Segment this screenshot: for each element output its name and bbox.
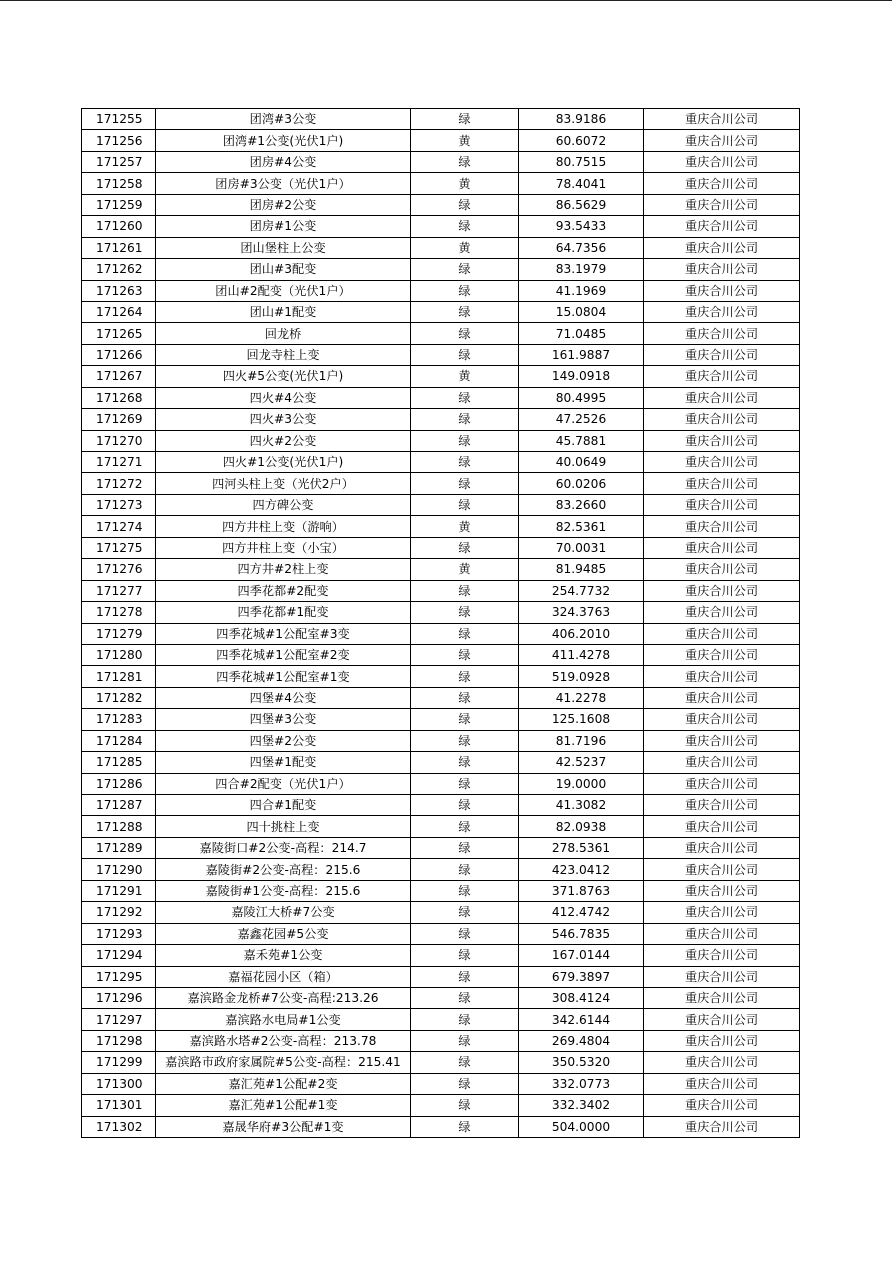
status-cell: 绿 — [411, 945, 519, 966]
table-row — [82, 344, 800, 365]
status-cell: 绿 — [411, 709, 519, 730]
table-row — [82, 966, 800, 987]
row-id-cell: 171282 — [82, 687, 156, 708]
table-row — [82, 366, 800, 387]
company-cell: 重庆合川公司 — [644, 194, 800, 215]
status-cell: 黄 — [411, 559, 519, 580]
company-cell: 重庆合川公司 — [644, 902, 800, 923]
value-cell: 70.0031 — [519, 537, 644, 558]
row-id-cell: 171262 — [82, 259, 156, 280]
value-cell: 308.4124 — [519, 987, 644, 1008]
value-cell: 519.0928 — [519, 666, 644, 687]
status-cell: 绿 — [411, 859, 519, 880]
value-cell: 254.7732 — [519, 580, 644, 601]
status-cell: 绿 — [411, 816, 519, 837]
table-row — [82, 430, 800, 451]
value-cell: 278.5361 — [519, 837, 644, 858]
company-cell: 重庆合川公司 — [644, 173, 800, 194]
row-id-cell: 171274 — [82, 516, 156, 537]
transformer-name-cell: 四方井#2柱上变 — [156, 559, 411, 580]
table-row — [82, 130, 800, 151]
company-cell: 重庆合川公司 — [644, 859, 800, 880]
transformer-name-cell: 团房#4公变 — [156, 151, 411, 172]
value-cell: 41.3082 — [519, 795, 644, 816]
row-id-cell: 171279 — [82, 623, 156, 644]
company-cell: 重庆合川公司 — [644, 537, 800, 558]
transformer-name-cell: 四火#1公变(光伏1户) — [156, 452, 411, 473]
transformer-name-cell: 四季花都#1配变 — [156, 602, 411, 623]
value-cell: 86.5629 — [519, 194, 644, 215]
status-cell: 绿 — [411, 280, 519, 301]
status-cell: 绿 — [411, 880, 519, 901]
transformer-name-cell: 团山#3配变 — [156, 259, 411, 280]
table-row — [82, 173, 800, 194]
table-row — [82, 1030, 800, 1051]
value-cell: 81.7196 — [519, 730, 644, 751]
row-id-cell: 171291 — [82, 880, 156, 901]
row-id-cell: 171278 — [82, 602, 156, 623]
row-id-cell: 171269 — [82, 409, 156, 430]
row-id-cell: 171296 — [82, 987, 156, 1008]
transformer-name-cell: 嘉陵街口#2公变-高程：214.7 — [156, 837, 411, 858]
table-row — [82, 494, 800, 515]
value-cell: 332.3402 — [519, 1095, 644, 1116]
value-cell: 45.7881 — [519, 430, 644, 451]
value-cell: 161.9887 — [519, 344, 644, 365]
status-cell: 绿 — [411, 1095, 519, 1116]
value-cell: 504.0000 — [519, 1116, 644, 1137]
transformer-name-cell: 回龙桥 — [156, 323, 411, 344]
row-id-cell: 171255 — [82, 109, 156, 130]
row-id-cell: 171265 — [82, 323, 156, 344]
company-cell: 重庆合川公司 — [644, 344, 800, 365]
company-cell: 重庆合川公司 — [644, 837, 800, 858]
table-row — [82, 1073, 800, 1094]
status-cell: 黄 — [411, 366, 519, 387]
transformer-name-cell: 团房#3公变（光伏1户） — [156, 173, 411, 194]
company-cell: 重庆合川公司 — [644, 709, 800, 730]
value-cell: 60.6072 — [519, 130, 644, 151]
company-cell: 重庆合川公司 — [644, 387, 800, 408]
company-cell: 重庆合川公司 — [644, 773, 800, 794]
value-cell: 167.0144 — [519, 945, 644, 966]
status-cell: 绿 — [411, 580, 519, 601]
table-row — [82, 923, 800, 944]
table-row — [82, 602, 800, 623]
status-cell: 绿 — [411, 602, 519, 623]
table-row — [82, 109, 800, 130]
transformer-name-cell: 四堡#4公变 — [156, 687, 411, 708]
value-cell: 406.2010 — [519, 623, 644, 644]
transformer-name-cell: 嘉滨路金龙桥#7公变-高程:213.26 — [156, 987, 411, 1008]
status-cell: 绿 — [411, 473, 519, 494]
company-cell: 重庆合川公司 — [644, 323, 800, 344]
status-cell: 黄 — [411, 173, 519, 194]
transformer-name-cell: 嘉禾苑#1公变 — [156, 945, 411, 966]
value-cell: 546.7835 — [519, 923, 644, 944]
row-id-cell: 171298 — [82, 1030, 156, 1051]
transformer-name-cell: 嘉滨路市政府家属院#5公变-高程：215.41 — [156, 1052, 411, 1073]
company-cell: 重庆合川公司 — [644, 259, 800, 280]
company-cell: 重庆合川公司 — [644, 130, 800, 151]
value-cell: 78.4041 — [519, 173, 644, 194]
company-cell: 重庆合川公司 — [644, 1116, 800, 1137]
value-cell: 332.0773 — [519, 1073, 644, 1094]
status-cell: 绿 — [411, 623, 519, 644]
row-id-cell: 171289 — [82, 837, 156, 858]
transformer-name-cell: 团湾#3公变 — [156, 109, 411, 130]
status-cell: 绿 — [411, 151, 519, 172]
table-row — [82, 537, 800, 558]
company-cell: 重庆合川公司 — [644, 687, 800, 708]
table-row — [82, 859, 800, 880]
table-row — [82, 945, 800, 966]
transformer-name-cell: 四堡#2公变 — [156, 730, 411, 751]
row-id-cell: 171264 — [82, 301, 156, 322]
table-row — [82, 1052, 800, 1073]
value-cell: 15.0804 — [519, 301, 644, 322]
table-row — [82, 709, 800, 730]
transformer-name-cell: 四方碑公变 — [156, 494, 411, 515]
row-id-cell: 171275 — [82, 537, 156, 558]
transformer-name-cell: 嘉陵江大桥#7公变 — [156, 902, 411, 923]
status-cell: 绿 — [411, 1009, 519, 1030]
value-cell: 42.5237 — [519, 752, 644, 773]
transformer-name-cell: 团山堡柱上公变 — [156, 237, 411, 258]
status-cell: 绿 — [411, 259, 519, 280]
transformer-name-cell: 四季花城#1公配室#3变 — [156, 623, 411, 644]
transformer-name-cell: 嘉陵街#2公变-高程：215.6 — [156, 859, 411, 880]
company-cell: 重庆合川公司 — [644, 666, 800, 687]
company-cell: 重庆合川公司 — [644, 1009, 800, 1030]
company-cell: 重庆合川公司 — [644, 559, 800, 580]
transformer-name-cell: 嘉滨路水电局#1公变 — [156, 1009, 411, 1030]
row-id-cell: 171266 — [82, 344, 156, 365]
row-id-cell: 171290 — [82, 859, 156, 880]
transformer-name-cell: 嘉陵街#1公变-高程：215.6 — [156, 880, 411, 901]
value-cell: 64.7356 — [519, 237, 644, 258]
status-cell: 绿 — [411, 452, 519, 473]
transformer-name-cell: 四火#4公变 — [156, 387, 411, 408]
row-id-cell: 171268 — [82, 387, 156, 408]
company-cell: 重庆合川公司 — [644, 109, 800, 130]
company-cell: 重庆合川公司 — [644, 1052, 800, 1073]
status-cell: 绿 — [411, 387, 519, 408]
transformer-name-cell: 四方井柱上变（小宝） — [156, 537, 411, 558]
table-row — [82, 559, 800, 580]
transformer-name-cell: 团房#2公变 — [156, 194, 411, 215]
row-id-cell: 171281 — [82, 666, 156, 687]
value-cell: 411.4278 — [519, 644, 644, 665]
company-cell: 重庆合川公司 — [644, 409, 800, 430]
row-id-cell: 171287 — [82, 795, 156, 816]
transformer-name-cell: 四季花都#2配变 — [156, 580, 411, 601]
company-cell: 重庆合川公司 — [644, 237, 800, 258]
value-cell: 82.5361 — [519, 516, 644, 537]
company-cell: 重庆合川公司 — [644, 494, 800, 515]
row-id-cell: 171258 — [82, 173, 156, 194]
row-id-cell: 171280 — [82, 644, 156, 665]
status-cell: 绿 — [411, 409, 519, 430]
company-cell: 重庆合川公司 — [644, 1073, 800, 1094]
table-row — [82, 473, 800, 494]
company-cell: 重庆合川公司 — [644, 816, 800, 837]
company-cell: 重庆合川公司 — [644, 301, 800, 322]
status-cell: 绿 — [411, 773, 519, 794]
row-id-cell: 171294 — [82, 945, 156, 966]
company-cell: 重庆合川公司 — [644, 452, 800, 473]
data-table — [81, 108, 800, 1138]
status-cell: 绿 — [411, 752, 519, 773]
table-row — [82, 323, 800, 344]
table-row — [82, 773, 800, 794]
company-cell: 重庆合川公司 — [644, 516, 800, 537]
row-id-cell: 171295 — [82, 966, 156, 987]
row-id-cell: 171270 — [82, 430, 156, 451]
transformer-name-cell: 四合#1配变 — [156, 795, 411, 816]
row-id-cell: 171256 — [82, 130, 156, 151]
table-row — [82, 623, 800, 644]
status-cell: 绿 — [411, 1073, 519, 1094]
table-row — [82, 301, 800, 322]
table-row — [82, 795, 800, 816]
table-row — [82, 580, 800, 601]
table-row — [82, 1009, 800, 1030]
transformer-name-cell: 团山#1配变 — [156, 301, 411, 322]
transformer-name-cell: 回龙寺柱上变 — [156, 344, 411, 365]
transformer-name-cell: 四合#2配变（光伏1户） — [156, 773, 411, 794]
transformer-name-cell: 四季花城#1公配室#1变 — [156, 666, 411, 687]
company-cell: 重庆合川公司 — [644, 923, 800, 944]
status-cell: 黄 — [411, 516, 519, 537]
row-id-cell: 171302 — [82, 1116, 156, 1137]
status-cell: 绿 — [411, 216, 519, 237]
status-cell: 绿 — [411, 644, 519, 665]
company-cell: 重庆合川公司 — [644, 430, 800, 451]
table-row — [82, 902, 800, 923]
table-body — [82, 109, 800, 1138]
company-cell: 重庆合川公司 — [644, 623, 800, 644]
transformer-name-cell: 四火#2公变 — [156, 430, 411, 451]
value-cell: 80.4995 — [519, 387, 644, 408]
row-id-cell: 171267 — [82, 366, 156, 387]
value-cell: 679.3897 — [519, 966, 644, 987]
transformer-name-cell: 嘉汇苑#1公配#1变 — [156, 1095, 411, 1116]
company-cell: 重庆合川公司 — [644, 795, 800, 816]
transformer-name-cell: 四十挑柱上变 — [156, 816, 411, 837]
value-cell: 40.0649 — [519, 452, 644, 473]
value-cell: 324.3763 — [519, 602, 644, 623]
company-cell: 重庆合川公司 — [644, 151, 800, 172]
row-id-cell: 171292 — [82, 902, 156, 923]
table-row — [82, 387, 800, 408]
value-cell: 149.0918 — [519, 366, 644, 387]
company-cell: 重庆合川公司 — [644, 473, 800, 494]
table-row — [82, 752, 800, 773]
value-cell: 41.2278 — [519, 687, 644, 708]
value-cell: 269.4804 — [519, 1030, 644, 1051]
table-row — [82, 216, 800, 237]
row-id-cell: 171260 — [82, 216, 156, 237]
table-row — [82, 1095, 800, 1116]
value-cell: 47.2526 — [519, 409, 644, 430]
transformer-name-cell: 嘉晟华府#3公配#1变 — [156, 1116, 411, 1137]
row-id-cell: 171277 — [82, 580, 156, 601]
value-cell: 83.1979 — [519, 259, 644, 280]
status-cell: 绿 — [411, 194, 519, 215]
company-cell: 重庆合川公司 — [644, 752, 800, 773]
value-cell: 412.4742 — [519, 902, 644, 923]
value-cell: 83.9186 — [519, 109, 644, 130]
transformer-name-cell: 四火#5公变(光伏1户) — [156, 366, 411, 387]
value-cell: 80.7515 — [519, 151, 644, 172]
table-row — [82, 644, 800, 665]
row-id-cell: 171301 — [82, 1095, 156, 1116]
status-cell: 绿 — [411, 1030, 519, 1051]
status-cell: 绿 — [411, 537, 519, 558]
status-cell: 绿 — [411, 730, 519, 751]
status-cell: 绿 — [411, 987, 519, 1008]
value-cell: 371.8763 — [519, 880, 644, 901]
table-row — [82, 237, 800, 258]
table-row — [82, 280, 800, 301]
status-cell: 绿 — [411, 301, 519, 322]
transformer-name-cell: 四方井柱上变（游响） — [156, 516, 411, 537]
table-row — [82, 837, 800, 858]
value-cell: 342.6144 — [519, 1009, 644, 1030]
row-id-cell: 171263 — [82, 280, 156, 301]
status-cell: 绿 — [411, 902, 519, 923]
company-cell: 重庆合川公司 — [644, 730, 800, 751]
transformer-name-cell: 四堡#3公变 — [156, 709, 411, 730]
table-row — [82, 516, 800, 537]
company-cell: 重庆合川公司 — [644, 880, 800, 901]
transformer-name-cell: 团房#1公变 — [156, 216, 411, 237]
table-row — [82, 666, 800, 687]
status-cell: 绿 — [411, 323, 519, 344]
page-top-border — [0, 0, 892, 1]
status-cell: 绿 — [411, 795, 519, 816]
status-cell: 绿 — [411, 344, 519, 365]
row-id-cell: 171257 — [82, 151, 156, 172]
row-id-cell: 171293 — [82, 923, 156, 944]
row-id-cell: 171286 — [82, 773, 156, 794]
value-cell: 83.2660 — [519, 494, 644, 515]
transformer-name-cell: 嘉鑫花园#5公变 — [156, 923, 411, 944]
value-cell: 60.0206 — [519, 473, 644, 494]
value-cell: 82.0938 — [519, 816, 644, 837]
status-cell: 绿 — [411, 1116, 519, 1137]
status-cell: 绿 — [411, 109, 519, 130]
row-id-cell: 171283 — [82, 709, 156, 730]
status-cell: 绿 — [411, 837, 519, 858]
row-id-cell: 171273 — [82, 494, 156, 515]
table-row — [82, 151, 800, 172]
row-id-cell: 171285 — [82, 752, 156, 773]
row-id-cell: 171297 — [82, 1009, 156, 1030]
table-row — [82, 687, 800, 708]
value-cell: 350.5320 — [519, 1052, 644, 1073]
value-cell: 93.5433 — [519, 216, 644, 237]
status-cell: 绿 — [411, 1052, 519, 1073]
value-cell: 423.0412 — [519, 859, 644, 880]
transformer-name-cell: 嘉汇苑#1公配#2变 — [156, 1073, 411, 1094]
company-cell: 重庆合川公司 — [644, 580, 800, 601]
transformer-name-cell: 团山#2配变（光伏1户） — [156, 280, 411, 301]
company-cell: 重庆合川公司 — [644, 945, 800, 966]
row-id-cell: 171259 — [82, 194, 156, 215]
row-id-cell: 171300 — [82, 1073, 156, 1094]
status-cell: 绿 — [411, 966, 519, 987]
table-row — [82, 409, 800, 430]
status-cell: 黄 — [411, 237, 519, 258]
row-id-cell: 171284 — [82, 730, 156, 751]
status-cell: 绿 — [411, 923, 519, 944]
company-cell: 重庆合川公司 — [644, 216, 800, 237]
company-cell: 重庆合川公司 — [644, 1030, 800, 1051]
value-cell: 19.0000 — [519, 773, 644, 794]
transformer-name-cell: 嘉滨路水塔#2公变-高程：213.78 — [156, 1030, 411, 1051]
company-cell: 重庆合川公司 — [644, 1095, 800, 1116]
row-id-cell: 171272 — [82, 473, 156, 494]
table-row — [82, 452, 800, 473]
status-cell: 绿 — [411, 687, 519, 708]
transformer-name-cell: 四河头柱上变（光伏2户） — [156, 473, 411, 494]
table-row — [82, 1116, 800, 1137]
table-row — [82, 730, 800, 751]
transformer-name-cell: 团湾#1公变(光伏1户) — [156, 130, 411, 151]
transformer-name-cell: 四堡#1配变 — [156, 752, 411, 773]
value-cell: 81.9485 — [519, 559, 644, 580]
table-row — [82, 816, 800, 837]
company-cell: 重庆合川公司 — [644, 280, 800, 301]
table-row — [82, 194, 800, 215]
row-id-cell: 171261 — [82, 237, 156, 258]
transformer-name-cell: 嘉福花园小区（箱） — [156, 966, 411, 987]
row-id-cell: 171288 — [82, 816, 156, 837]
status-cell: 绿 — [411, 666, 519, 687]
transformer-name-cell: 四季花城#1公配室#2变 — [156, 644, 411, 665]
company-cell: 重庆合川公司 — [644, 644, 800, 665]
transformer-name-cell: 四火#3公变 — [156, 409, 411, 430]
company-cell: 重庆合川公司 — [644, 366, 800, 387]
status-cell: 绿 — [411, 494, 519, 515]
row-id-cell: 171271 — [82, 452, 156, 473]
value-cell: 41.1969 — [519, 280, 644, 301]
status-cell: 黄 — [411, 130, 519, 151]
value-cell: 71.0485 — [519, 323, 644, 344]
company-cell: 重庆合川公司 — [644, 602, 800, 623]
status-cell: 绿 — [411, 430, 519, 451]
company-cell: 重庆合川公司 — [644, 987, 800, 1008]
row-id-cell: 171299 — [82, 1052, 156, 1073]
table-row — [82, 259, 800, 280]
company-cell: 重庆合川公司 — [644, 966, 800, 987]
value-cell: 125.1608 — [519, 709, 644, 730]
table-row — [82, 987, 800, 1008]
row-id-cell: 171276 — [82, 559, 156, 580]
table-row — [82, 880, 800, 901]
